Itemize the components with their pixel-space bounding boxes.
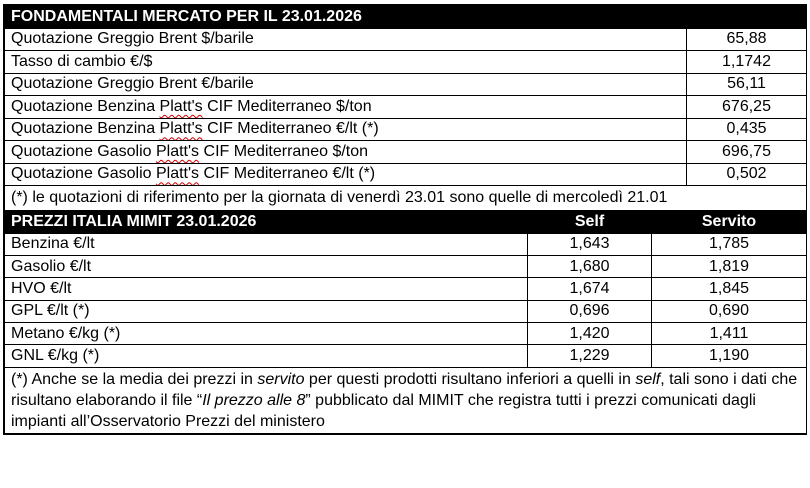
quotation-value: 56,11 (687, 73, 807, 96)
market-fundamentals-row (5, 28, 807, 51)
servito-price: 0,690 (652, 300, 807, 322)
self-price: 1,643 (528, 233, 652, 255)
servito-price: 1,845 (652, 278, 807, 300)
note-text: , tali sono i dati che risultano elaborando il file “ (11, 370, 798, 409)
quotation-value: 0,435 (687, 118, 807, 141)
quotation-value: 1,1742 (687, 51, 807, 74)
self-price: 0,696 (528, 300, 652, 322)
quotation-value: 0,502 (687, 163, 807, 186)
quotation-value: 65,88 (687, 28, 807, 51)
quotation-value: 696,75 (687, 141, 807, 164)
fuel-price-row (5, 322, 807, 344)
note-italic-servito: servito (257, 370, 305, 388)
servito-price: 1,819 (652, 256, 807, 278)
self-price: 1,674 (528, 278, 652, 300)
italy-prices-note-row (5, 367, 807, 433)
market-fundamentals-row (5, 96, 807, 119)
fuel-label: Gasolio €/lt (5, 256, 528, 278)
quotation-label-text: Quotazione Greggio Brent $/barile (11, 30, 254, 48)
quotation-label-text: CIF Mediterraneo €/lt (*) (202, 120, 379, 138)
market-fundamentals-header-row (5, 6, 807, 29)
market-fundamentals-row (5, 73, 807, 96)
market-fundamentals-row (5, 163, 807, 186)
self-price: 1,680 (528, 256, 652, 278)
market-fundamentals-row (5, 51, 807, 74)
market-fundamentals-row (5, 141, 807, 164)
fuel-label: GPL €/lt (*) (5, 300, 528, 322)
italy-prices-title: PREZZI ITALIA MIMIT 23.01.2026 (5, 211, 528, 233)
note-italic-self: self (635, 370, 661, 388)
quotation-label-source: Platt's (155, 142, 200, 160)
italy-prices-note (5, 367, 807, 433)
note-italic-file-name: Il prezzo alle 8 (202, 391, 306, 409)
quotation-label-text: CIF Mediterraneo $/ton (202, 97, 372, 115)
italy-prices-header-row (5, 211, 807, 233)
note-text: (*) Anche se la media dei prezzi in (11, 370, 258, 388)
fuel-price-row (5, 345, 807, 367)
quotation-label-text: Quotazione Gasolio (11, 165, 156, 183)
fuel-label: GNL €/kg (*) (5, 345, 528, 367)
quotation-label-source: Platt's (159, 120, 203, 138)
quotation-label (5, 141, 687, 164)
quotation-label (5, 96, 687, 119)
self-price: 1,420 (528, 322, 652, 344)
quotation-value: 676,25 (687, 96, 807, 119)
quotation-label-source: Platt's (155, 165, 200, 183)
fuel-label: Benzina €/lt (5, 233, 528, 255)
quotation-label (5, 28, 687, 51)
italy-prices-table (4, 211, 807, 434)
col-header-self: Self (528, 211, 652, 233)
quotation-label-text: Tasso di cambio €/$ (11, 52, 153, 70)
servito-price: 1,190 (652, 345, 807, 367)
servito-price: 1,785 (652, 233, 807, 255)
quotation-label-text: CIF Mediterraneo $/ton (199, 142, 369, 160)
market-fundamentals-note: (*) le quotazioni di riferimento per la giornata di venerdì 23.01 sono quelle di mercoledì 21.01 (5, 186, 807, 211)
quotation-label (5, 163, 687, 186)
market-fundamentals-title: FONDAMENTALI MERCATO PER IL 23.01.2026 (5, 6, 807, 29)
servito-price: 1,411 (652, 322, 807, 344)
market-fundamentals-table (4, 5, 807, 211)
quotation-label (5, 73, 687, 96)
quotation-label-source: Platt's (159, 97, 203, 115)
quotation-label-text: Quotazione Greggio Brent €/barile (11, 75, 254, 93)
note-text: ” pubblicato dal MIMIT che registra tutti i prezzi comunicati dagli impianti all’Osservatorio Prezzi del ministero (11, 391, 756, 430)
quotation-label (5, 51, 687, 74)
fuel-label: HVO €/lt (5, 278, 528, 300)
market-fundamentals-row (5, 118, 807, 141)
price-report-sheet (3, 4, 807, 435)
note-text: per questi prodotti risultano inferiori a quelli in (304, 370, 636, 388)
fuel-price-row (5, 278, 807, 300)
quotation-label-text: CIF Mediterraneo €/lt (*) (199, 165, 376, 183)
market-fundamentals-note-row (5, 186, 807, 211)
fuel-label: Metano €/kg (*) (5, 322, 528, 344)
fuel-price-row (5, 300, 807, 322)
col-header-servito: Servito (652, 211, 807, 233)
fuel-price-row (5, 233, 807, 255)
fuel-price-row (5, 256, 807, 278)
quotation-label (5, 118, 687, 141)
quotation-label-text: Quotazione Gasolio (11, 142, 156, 160)
quotation-label-text: Quotazione Benzina (11, 97, 160, 115)
self-price: 1,229 (528, 345, 652, 367)
quotation-label-text: Quotazione Benzina (11, 120, 160, 138)
